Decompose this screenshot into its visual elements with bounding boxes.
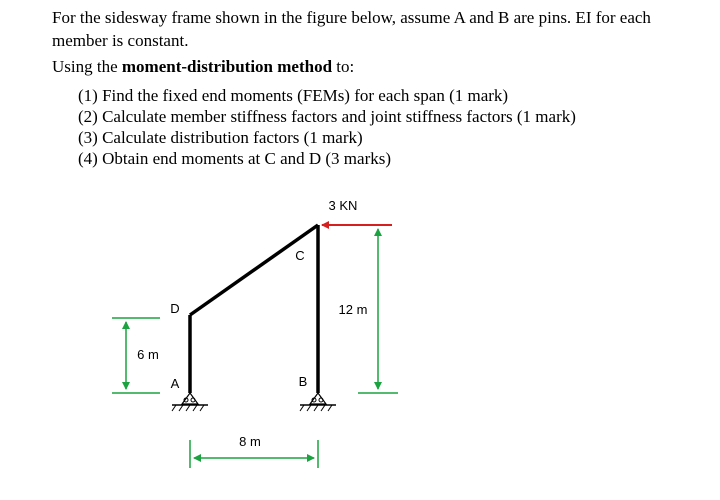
instruction-prefix: Using the: [52, 57, 122, 76]
node-label-d: D: [170, 301, 180, 316]
node-label-b: B: [298, 374, 308, 389]
node-label-a: A: [170, 376, 180, 391]
task-item-2: (2) Calculate member stiffness factors and joint stiffness factors (1 mark): [78, 107, 576, 126]
node-label-c: C: [295, 248, 305, 263]
instruction-method: moment-distribution method: [121, 57, 333, 76]
task-item-4: (4) Obtain end moments at C and D (3 marks): [78, 149, 392, 168]
task-item-1: (1) Find the fixed end moments (FEMs) for each span (1 mark): [78, 86, 509, 105]
load-label: 3 KN: [328, 198, 358, 213]
problem-intro: For the sidesway frame shown in the figure below, assume A and B are pins. EI for each member is constant.: [52, 8, 651, 50]
instruction-suffix: to:: [332, 57, 355, 76]
dimension-span-label: 8 m: [239, 434, 261, 449]
member-dc: [190, 225, 318, 315]
task-item-3: (3) Calculate distribution factors (1 mark): [78, 128, 363, 147]
pin-support-a: [172, 393, 208, 411]
dimension-right-height-label: 12 m: [338, 302, 368, 317]
pin-support-b: [300, 393, 336, 411]
dimension-left-height-label: 6 m: [137, 347, 159, 362]
